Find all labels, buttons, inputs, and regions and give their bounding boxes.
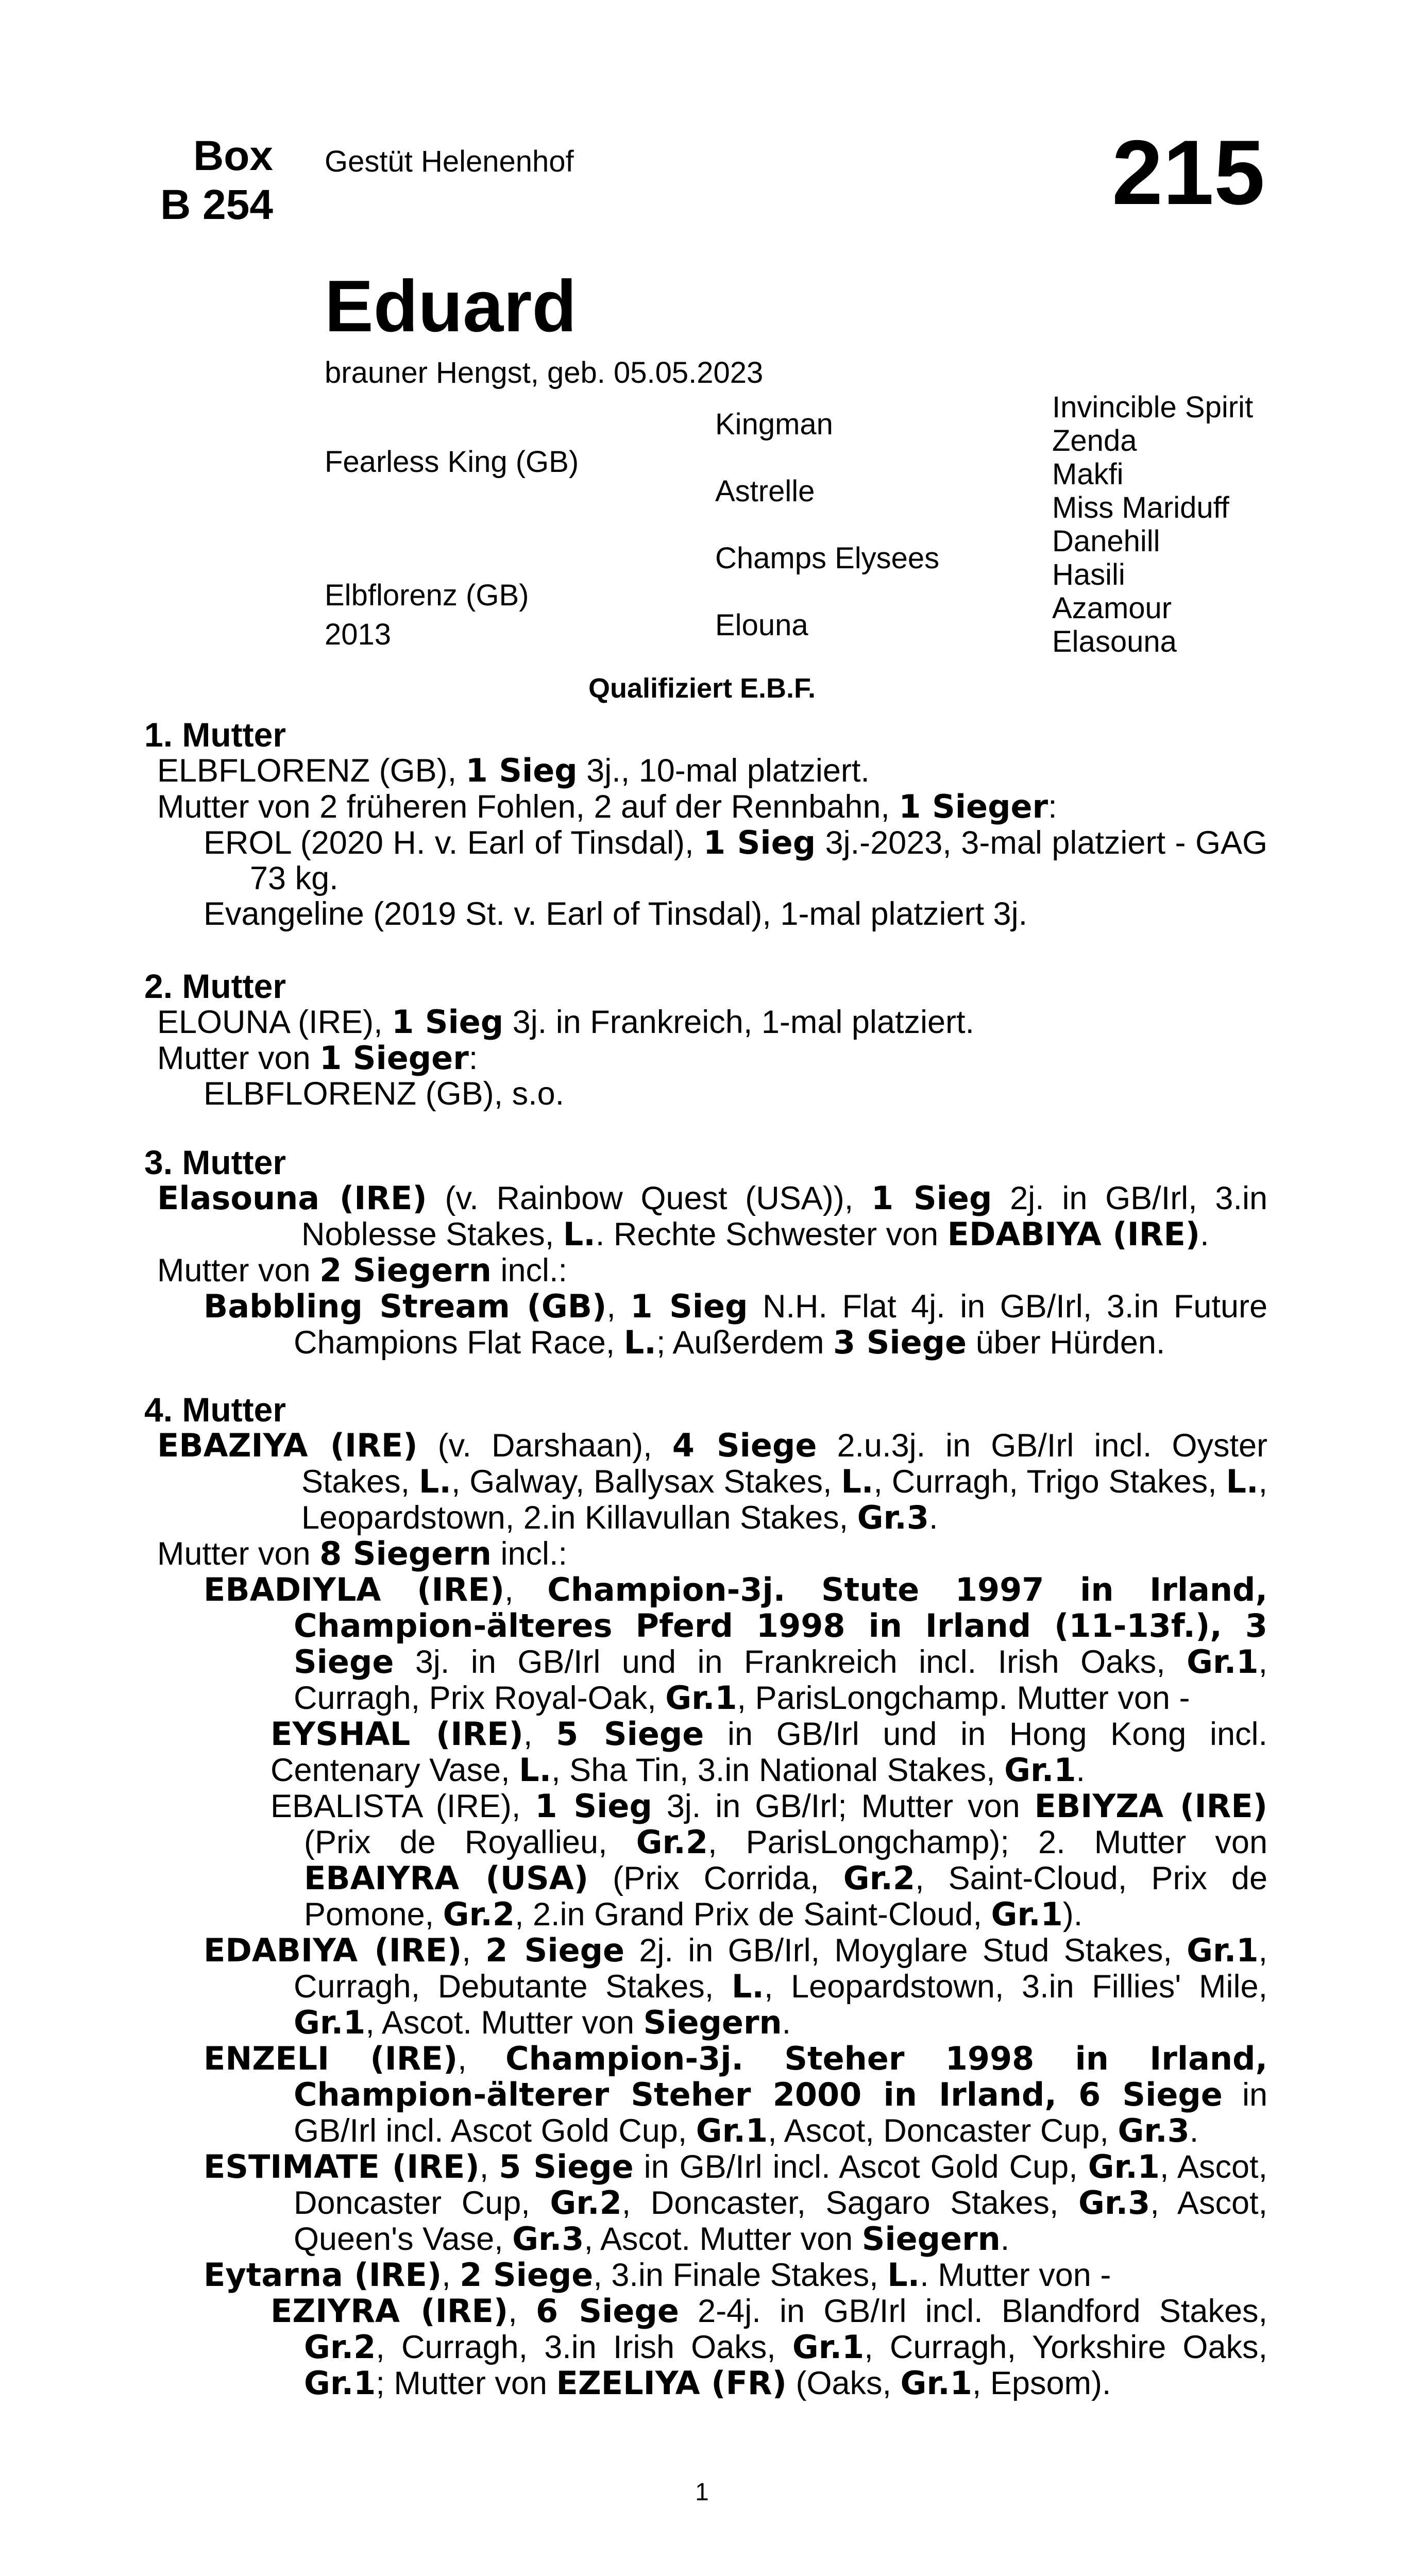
pedigree-grandparent: Kingman bbox=[715, 408, 833, 441]
pedigree-grandparent: Astrelle bbox=[715, 474, 815, 508]
pedigree-great-grandparent: Miss Mariduff bbox=[1052, 491, 1229, 524]
progeny-entry: EROL (2020 H. v. Earl of Tinsdal), 1 Sieg 3j.-2023, 3-mal platziert - GAG 73 kg. bbox=[204, 824, 1268, 896]
progeny-summary: Mutter von 1 Sieger: bbox=[157, 1039, 478, 1077]
pedigree-great-grandparent: Invincible Spirit bbox=[1052, 391, 1254, 424]
progeny-entry: EBADIYLA (IRE), Champion-3j. Stute 1997 in Irland, Champion-älteres Pferd 1998 in Irland (11-13f.), 3 Siege 3j. in GB/Irl und in Frankreich incl. Irish Oaks, Gr.1, Curragh, Prix Royal-Oak, Gr.1, ParisLongchamp. Mutter von - bbox=[204, 1571, 1267, 1717]
pedigree-dam-year: 2013 bbox=[325, 618, 392, 651]
pedigree-great-grandparent: Danehill bbox=[1052, 524, 1160, 558]
section-heading: 3. Mutter bbox=[144, 1143, 286, 1181]
progeny-entry: Eytarna (IRE), 2 Siege, 3.in Finale Stakes, L.. Mutter von - bbox=[204, 2256, 1111, 2294]
progeny-summary: Mutter von 2 früheren Fohlen, 2 auf der Rennbahn, 1 Sieger: bbox=[157, 788, 1057, 825]
pedigree-grandparent: Champs Elysees bbox=[715, 541, 940, 575]
section-first-dam bbox=[144, 717, 1267, 932]
section-heading: 4. Mutter bbox=[144, 1391, 286, 1429]
pedigree-great-grandparent: Zenda bbox=[1052, 424, 1137, 457]
pedigree-great-grandparent: Azamour bbox=[1052, 591, 1172, 625]
dam-entry: ELBFLORENZ (GB), 1 Sieg 3j., 10-mal platziert. bbox=[157, 752, 870, 789]
box-number bbox=[124, 131, 273, 229]
pedigree-great-grandparent: Hasili bbox=[1052, 558, 1125, 591]
dam-entry: EBAZIYA (IRE) (v. Darshaan), 4 Siege 2.u.3j. in GB/Irl incl. Oyster Stakes, L., Galway, Ballysax Stakes, L., Curragh, Trigo Stakes, L., Leopardstown, 2.in Killavullan Stakes, Gr.3. bbox=[157, 1427, 1268, 1536]
progeny-entry: ELBFLORENZ (GB), s.o. bbox=[204, 1076, 565, 1112]
dam-entry: ELOUNA (IRE), 1 Sieg 3j. in Frankreich, 1-mal platziert. bbox=[157, 1003, 974, 1041]
grandprogeny-entry: EBALISTA (IRE), 1 Sieg 3j. in GB/Irl; Mutter von EBIYZA (IRE) (Prix de Royallieu, Gr.2, ParisLongchamp); 2. Mutter von EBAIYRA (USA) (Prix Corrida, Gr.2, Saint-Cloud, Prix de Pomone, Gr.2, 2.in Grand Prix de Saint-Cloud, Gr.1). bbox=[270, 1787, 1268, 1933]
horse-description: brauner Hengst, geb. 05.05.2023 bbox=[325, 356, 764, 389]
progeny-entry: ESTIMATE (IRE), 5 Siege in GB/Irl incl. Ascot Gold Cup, Gr.1, Ascot, Doncaster Cup, Gr.2, Doncaster, Sagaro Stakes, Gr.3, Ascot, Queen's Vase, Gr.3, Ascot. Mutter von Siegern. bbox=[204, 2148, 1267, 2258]
section-third-dam bbox=[144, 1145, 1267, 1361]
progeny-summary: Mutter von 8 Siegern incl.: bbox=[157, 1535, 567, 1572]
progeny-entry: EDABIYA (IRE), 2 Siege 2j. in GB/Irl, Moyglare Stud Stakes, Gr.1, Curragh, Debutante Stakes, L., Leopardstown, 3.in Fillies' Mile, Gr.1, Ascot. Mutter von Siegern. bbox=[204, 1931, 1267, 2041]
page-number: 1 bbox=[695, 2479, 709, 2506]
pedigree-great-grandparent: Elasouna bbox=[1052, 625, 1177, 658]
section-heading: 2. Mutter bbox=[144, 967, 286, 1005]
grandprogeny-entry: EZIYRA (IRE), 6 Siege 2-4j. in GB/Irl incl. Blandford Stakes, Gr.2, Curragh, 3.in Irish Oaks, Gr.1, Curragh, Yorkshire Oaks, Gr.1; Mutter von EZELIYA (FR) (Oaks, Gr.1, Epsom). bbox=[270, 2292, 1267, 2402]
progeny-entry: ENZELI (IRE), Champion-3j. Steher 1998 in Irland, Champion-älterer Steher 2000 in Irland, 6 Siege in GB/Irl incl. Ascot Gold Cup, Gr.1, Ascot, Doncaster Cup, Gr.3. bbox=[204, 2040, 1268, 2149]
pedigree-grandparent: Elouna bbox=[715, 608, 808, 642]
section-fourth-dam bbox=[144, 1392, 1267, 2401]
progeny-entry: Babbling Stream (GB), 1 Sieg N.H. Flat 4j. in GB/Irl, 3.in Future Champions Flat Race, L.; Außerdem 3 Siege über Hürden. bbox=[204, 1287, 1268, 1361]
pedigree-dam: Elbflorenz (GB) bbox=[325, 579, 529, 612]
section-heading: 1. Mutter bbox=[144, 716, 286, 754]
pedigree-sire: Fearless King (GB) bbox=[325, 445, 579, 479]
section-second-dam bbox=[144, 969, 1267, 1112]
progeny-entry: Evangeline (2019 St. v. Earl of Tinsdal), 1-mal platziert 3j. bbox=[204, 896, 1028, 932]
progeny-summary: Mutter von 2 Siegern incl.: bbox=[157, 1251, 567, 1289]
breeder: Gestüt Helenenhof bbox=[325, 145, 574, 178]
dam-entry: Elasouna (IRE) (v. Rainbow Quest (USA)), 1 Sieg 2j. in GB/Irl, 3.in Noblesse Stakes, L.. Rechte Schwester von EDABIYA (IRE). bbox=[157, 1179, 1267, 1253]
pedigree-great-grandparent: Makfi bbox=[1052, 457, 1124, 491]
grandprogeny-entry: EYSHAL (IRE), 5 Siege in GB/Irl und in Hong Kong incl. Centenary Vase, L., Sha Tin, 3.in National Stakes, Gr.1. bbox=[270, 1715, 1267, 1789]
lot-number: 215 bbox=[1112, 121, 1265, 224]
qualification: Qualifiziert E.B.F. bbox=[588, 673, 816, 704]
box-code: B 254 bbox=[160, 181, 273, 228]
box-label: Box bbox=[193, 132, 273, 179]
horse-name: Eduard bbox=[325, 265, 577, 347]
